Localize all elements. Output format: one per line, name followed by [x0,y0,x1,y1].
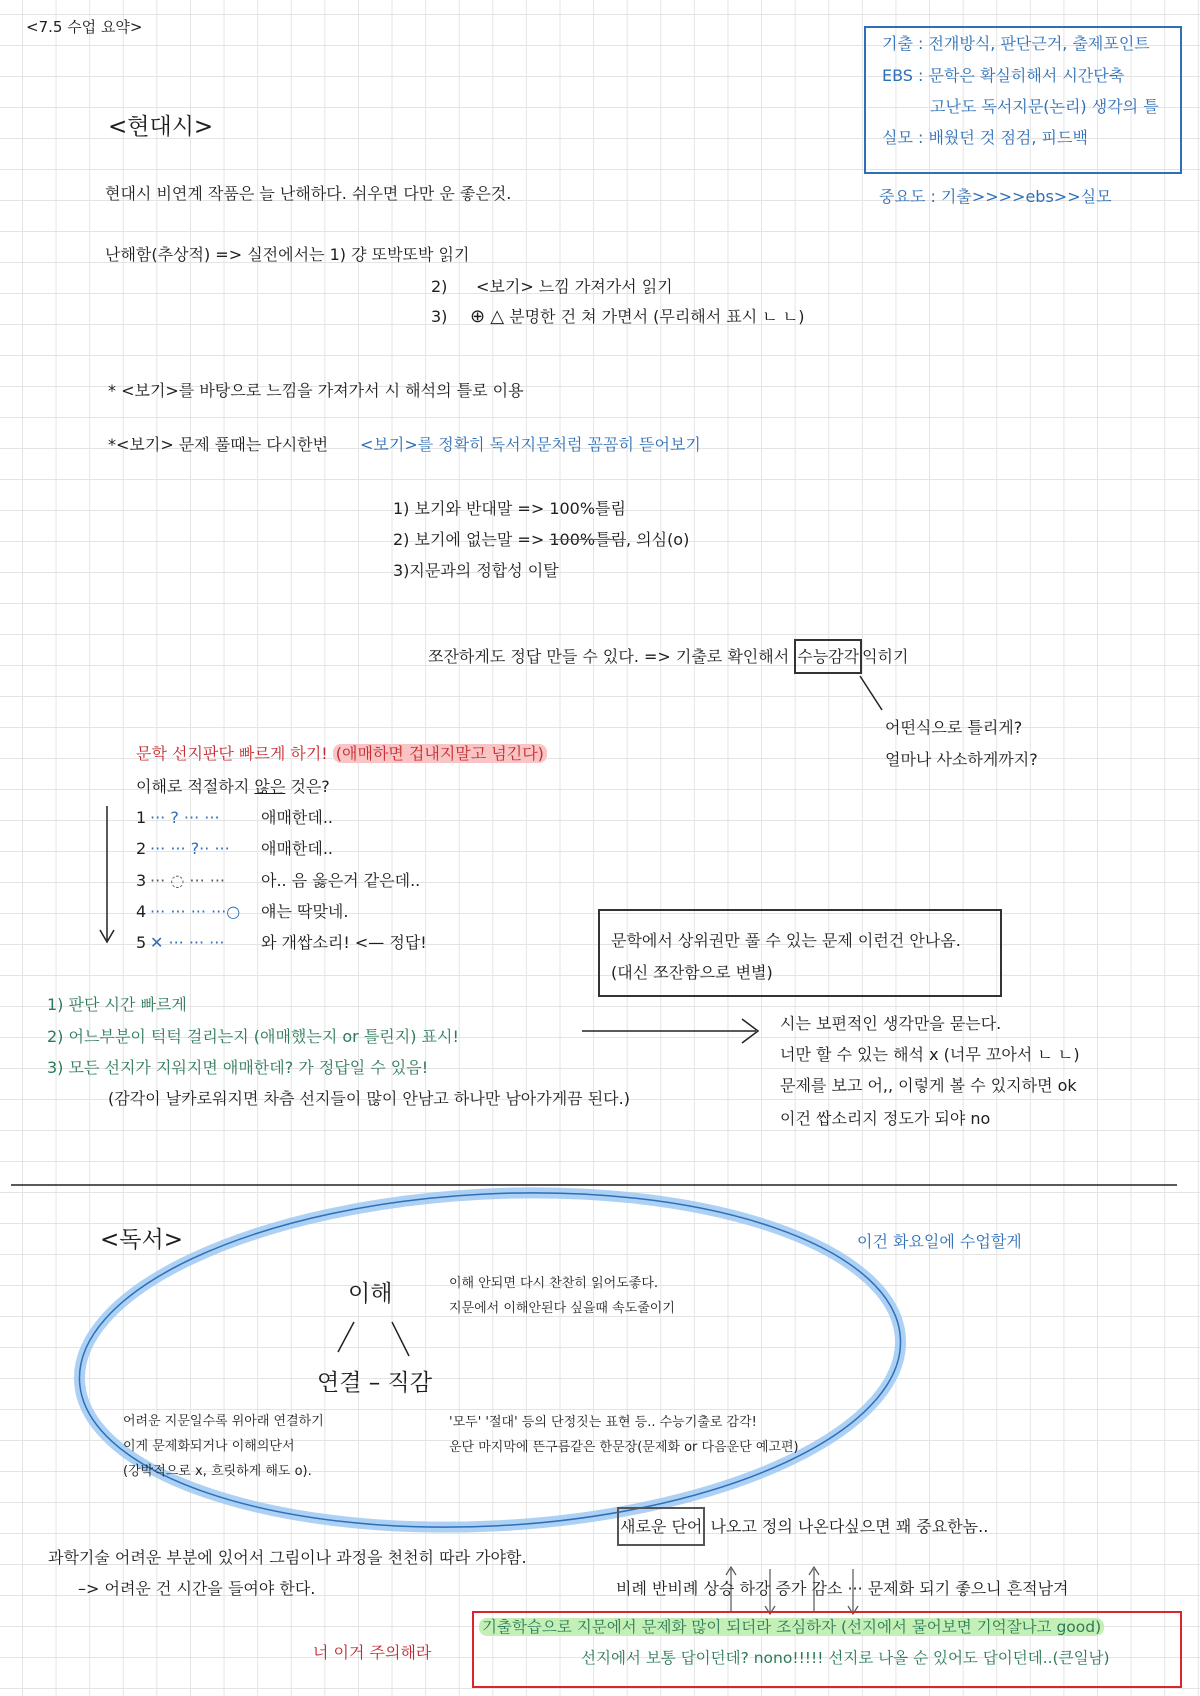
connect-note: 어려운 지문일수록 위아래 연결하기 [123,1414,324,1429]
choice-marks: ✕ ··· ··· ··· [150,933,225,952]
question-text: 것은? [285,777,330,796]
right-note: 문제를 보고 어,, 이렇게 볼 수 있지하면 ok [780,1076,1077,1095]
choice-number: 4 [136,902,147,921]
highlighted-text: (애매하면 겁내지말고 넘긴다) [333,744,547,763]
note-line-blue: <보기>를 정확히 독서지문처럼 꼼꼼히 뜯어보기 [360,435,701,454]
intuition-note: '모두' '절대' 등의 단정짓는 표현 등.. 수능기출로 감각! [449,1415,757,1430]
question-text: 이해로 적절하지 [136,777,255,796]
science-note: 과학기술 어려운 부분에 있어서 그림이나 과정을 천천히 따라 가야함. [48,1548,527,1567]
info-box-line: (대신 쪼잔함으로 변별) [611,963,773,982]
sample-question [136,777,330,797]
section-heading-reading: <독서> [100,1227,183,1253]
step-text: <보기> 느낌 가져가서 읽기 [476,277,673,296]
step-number: 3) [431,307,448,326]
circle-plus-icon: ⊕ [470,306,486,327]
note-text: 쪼잔하게도 정답 만들 수 있다. => 기출로 확인해서 [428,647,795,666]
rule-line: 3)지문과의 정합성 이탈 [393,561,559,580]
choice-number: 3 [136,871,147,890]
page-title: <7.5 수업 요약> [26,18,143,36]
rule-text: , 의심(o) [625,530,690,549]
summary-line: EBS : 문학은 확실히해서 시간단축 [882,66,1125,85]
tip-line: 1) 판단 시간 빠르게 [47,995,187,1014]
right-arrow-head [742,1019,758,1043]
choice-marks: ··· ◌ ··· ··· [150,871,225,890]
step-3-row [470,307,805,327]
boxed-keyword: 새로운 단어 [617,1507,705,1546]
section-heading-modern-poetry: <현대시> [108,114,214,140]
choice-comment: 애매한데.. [261,839,333,858]
triangle-icon: △ [490,306,505,327]
diagram-top-node: 이해 [348,1281,393,1307]
red-note [136,744,547,764]
choice-comment: 와 개쌉소리! <— 정답! [261,933,427,952]
tree-line-left [338,1322,354,1352]
note-text: 나오고 정의 나온다싶으면 꽤 중요한놈.. [710,1517,989,1536]
science-note: –> 어려운 건 시간을 들여야 한다. [78,1579,316,1598]
warning-note: 너 이거 주의해라 [313,1643,432,1662]
note-line: *<보기> 문제 풀때는 다시한번 [108,435,329,454]
understand-note: 지문에서 이해안된다 싶을때 속도줄이기 [449,1301,675,1316]
underlined-text: 않은 [254,777,286,796]
question-note: 어떤식으로 틀리게? [885,718,1023,737]
new-word-note [617,1517,988,1537]
note-line: 난해함(추상적) => 실전에서는 1) 걍 또박또박 읽기 [105,245,470,264]
info-box-line: 문학에서 상위권만 풀 수 있는 문제 이런건 안나옴. [611,931,961,950]
choice-marks: ··· ··· ?·· ··· [150,839,230,858]
highlight-ellipse [71,1173,909,1548]
struck-text: 100%틀림 [549,530,626,549]
note-line: 현대시 비연계 작품은 늘 난해하다. 쉬우면 다만 운 좋은것. [105,184,512,203]
ellipse-outline [71,1173,909,1548]
choice-marks: ··· ? ··· ··· [150,808,220,827]
choice-comment: 애매한데.. [261,808,333,827]
right-note: 너만 할 수 있는 해석 x (너무 꼬아서 ㄴ ㄴ) [780,1045,1080,1064]
choice-number: 1 [136,808,147,827]
tip-line: 3) 모든 선지가 지워지면 애매한데? 가 정답일 수 있음! [47,1058,429,1077]
relations-note: 비례 반비례 상승 하강 증가 감소 ··· 문제화 되기 좋으니 흔적남겨 [616,1579,1069,1598]
info-box [598,909,1002,997]
understand-note: 이해 안되면 다시 찬찬히 읽어도좋다. [449,1276,659,1291]
note-line: * <보기>를 바탕으로 느낌을 가져가서 시 해석의 틀로 이용 [108,381,524,400]
rule-text: 2) 보기에 없는말 => [393,530,550,549]
choice-marks: ··· ··· ··· ···○ [150,902,241,921]
choice-number: 2 [136,839,147,858]
rule-line [393,530,689,550]
connect-note: 이게 문제화되거나 이해의단서 [123,1439,295,1454]
hint-line [860,676,882,710]
question-note: 얼마나 사소하게까지? [885,750,1038,769]
choice-number: 5 [136,933,147,952]
tip-line: 2) 어느부분이 턱턱 걸리는지 (애매했는지 or 틀린지) 표시! [47,1027,459,1046]
summary-line: 실모 : 배웠던 것 점검, 피드백 [882,128,1088,147]
summary-line: 고난도 독서지문(논리) 생각의 틀 [930,97,1159,116]
warning-box-line: 선지에서 보통 답이던데? nono!!!!! 선지로 나올 순 있어도 답이던데..(큰일남) [581,1649,1110,1667]
tree-line-right [392,1322,409,1356]
intuition-note: 운단 마지막에 뜬구름같은 한문장(문제화 or 다음운단 예고편) [449,1440,799,1455]
boxed-keyword: 수능감각 [794,639,862,674]
highlighted-text: 기출학습으로 지문에서 문제화 많이 되더라 조심하자 (선지에서 물어보면 기억잘나고 good) [479,1618,1104,1636]
red-text: 문학 선지판단 빠르게 하기! [136,744,333,763]
step-text: 분명한 건 쳐 가면서 (무리해서 표시 ㄴ ㄴ) [509,307,805,326]
petty-note [428,647,908,667]
rule-line: 1) 보기와 반대말 => 100%틀림 [393,499,626,518]
diagram-bottom-nodes: 연결 – 직감 [317,1370,432,1396]
warning-box-line [479,1617,1104,1637]
connect-note: (강박적으로 x, 흐릿하게 해도 o). [123,1464,312,1479]
importance-note: 중요도 : 기출>>>>ebs>>실모 [879,187,1112,206]
right-note: 시는 보편적인 생각만을 묻는다. [780,1014,1002,1033]
step-number: 2) [431,277,448,296]
tip-note: (감각이 날카로워지면 차츰 선지들이 많이 안남고 하나만 남아가게끔 된다.) [108,1089,630,1108]
down-arrow-head [100,930,114,942]
right-note: 이건 쌉소리지 정도가 되야 no [780,1109,991,1128]
choice-comment: 얘는 딱맞네. [261,902,349,921]
choice-comment: 아.. 음 옳은거 같은데.. [261,871,421,890]
tuesday-note: 이건 화요일에 수업할게 [857,1232,1022,1251]
note-text: 익히기 [862,647,909,666]
summary-line: 기출 : 전개방식, 판단근거, 출제포인트 [882,34,1150,53]
